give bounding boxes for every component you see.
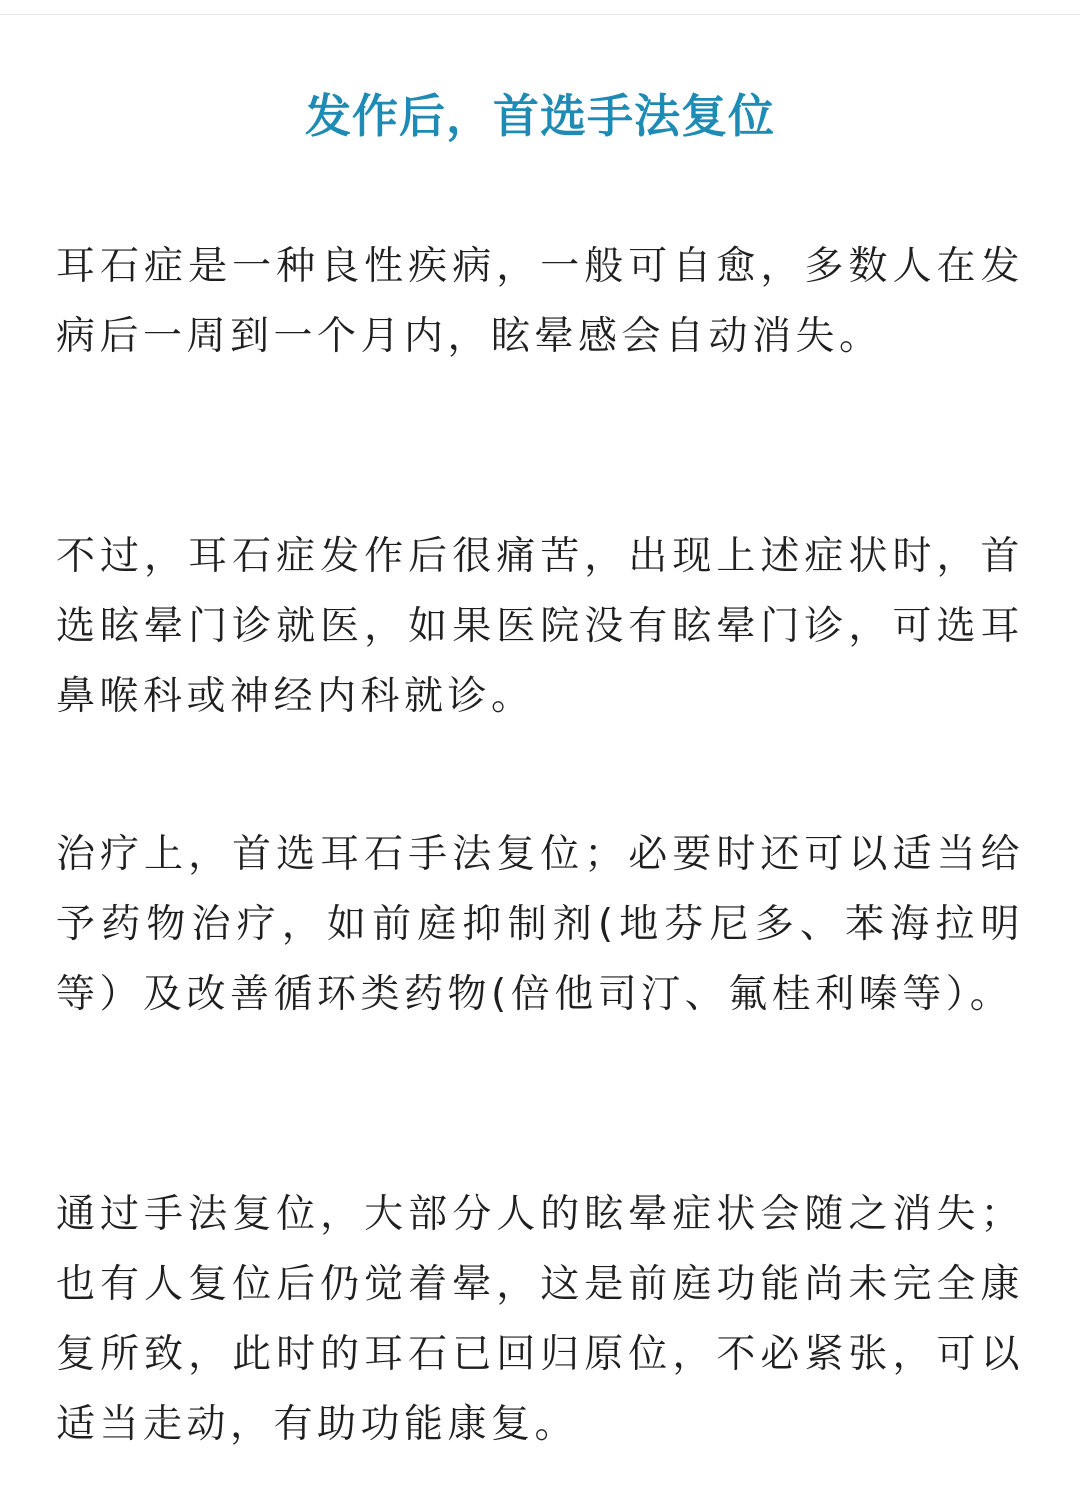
paragraph-3: 治疗上，首选耳石手法复位；必要时还可以适当给予药物治疗，如前庭抑制剂(地芬尼多、苯海拉明等）及改善循环类药物(倍他司汀、氟桂利嗪等）。: [56, 832, 1024, 1017]
paragraph-1: 耳石症是一种良性疾病，一般可自愈，多数人在发病后一周到一个月内，眩晕感会自动消失。: [56, 244, 1024, 359]
section-title: 发作后，首选手法复位: [305, 89, 775, 143]
top-divider: [0, 14, 1080, 15]
paragraph-2: 不过，耳石症发作后很痛苦，出现上述症状时，首选眩晕门诊就医，如果医院没有眩晕门诊，可选耳鼻喉科或神经内科就诊。: [56, 534, 1024, 719]
paragraph-4: 通过手法复位，大部分人的眩晕症状会随之消失；也有人复位后仍觉着晕，这是前庭功能尚未完全康复所致，此时的耳石已回归原位，不必紧张，可以适当走动，有助功能康复。: [56, 1192, 1024, 1447]
